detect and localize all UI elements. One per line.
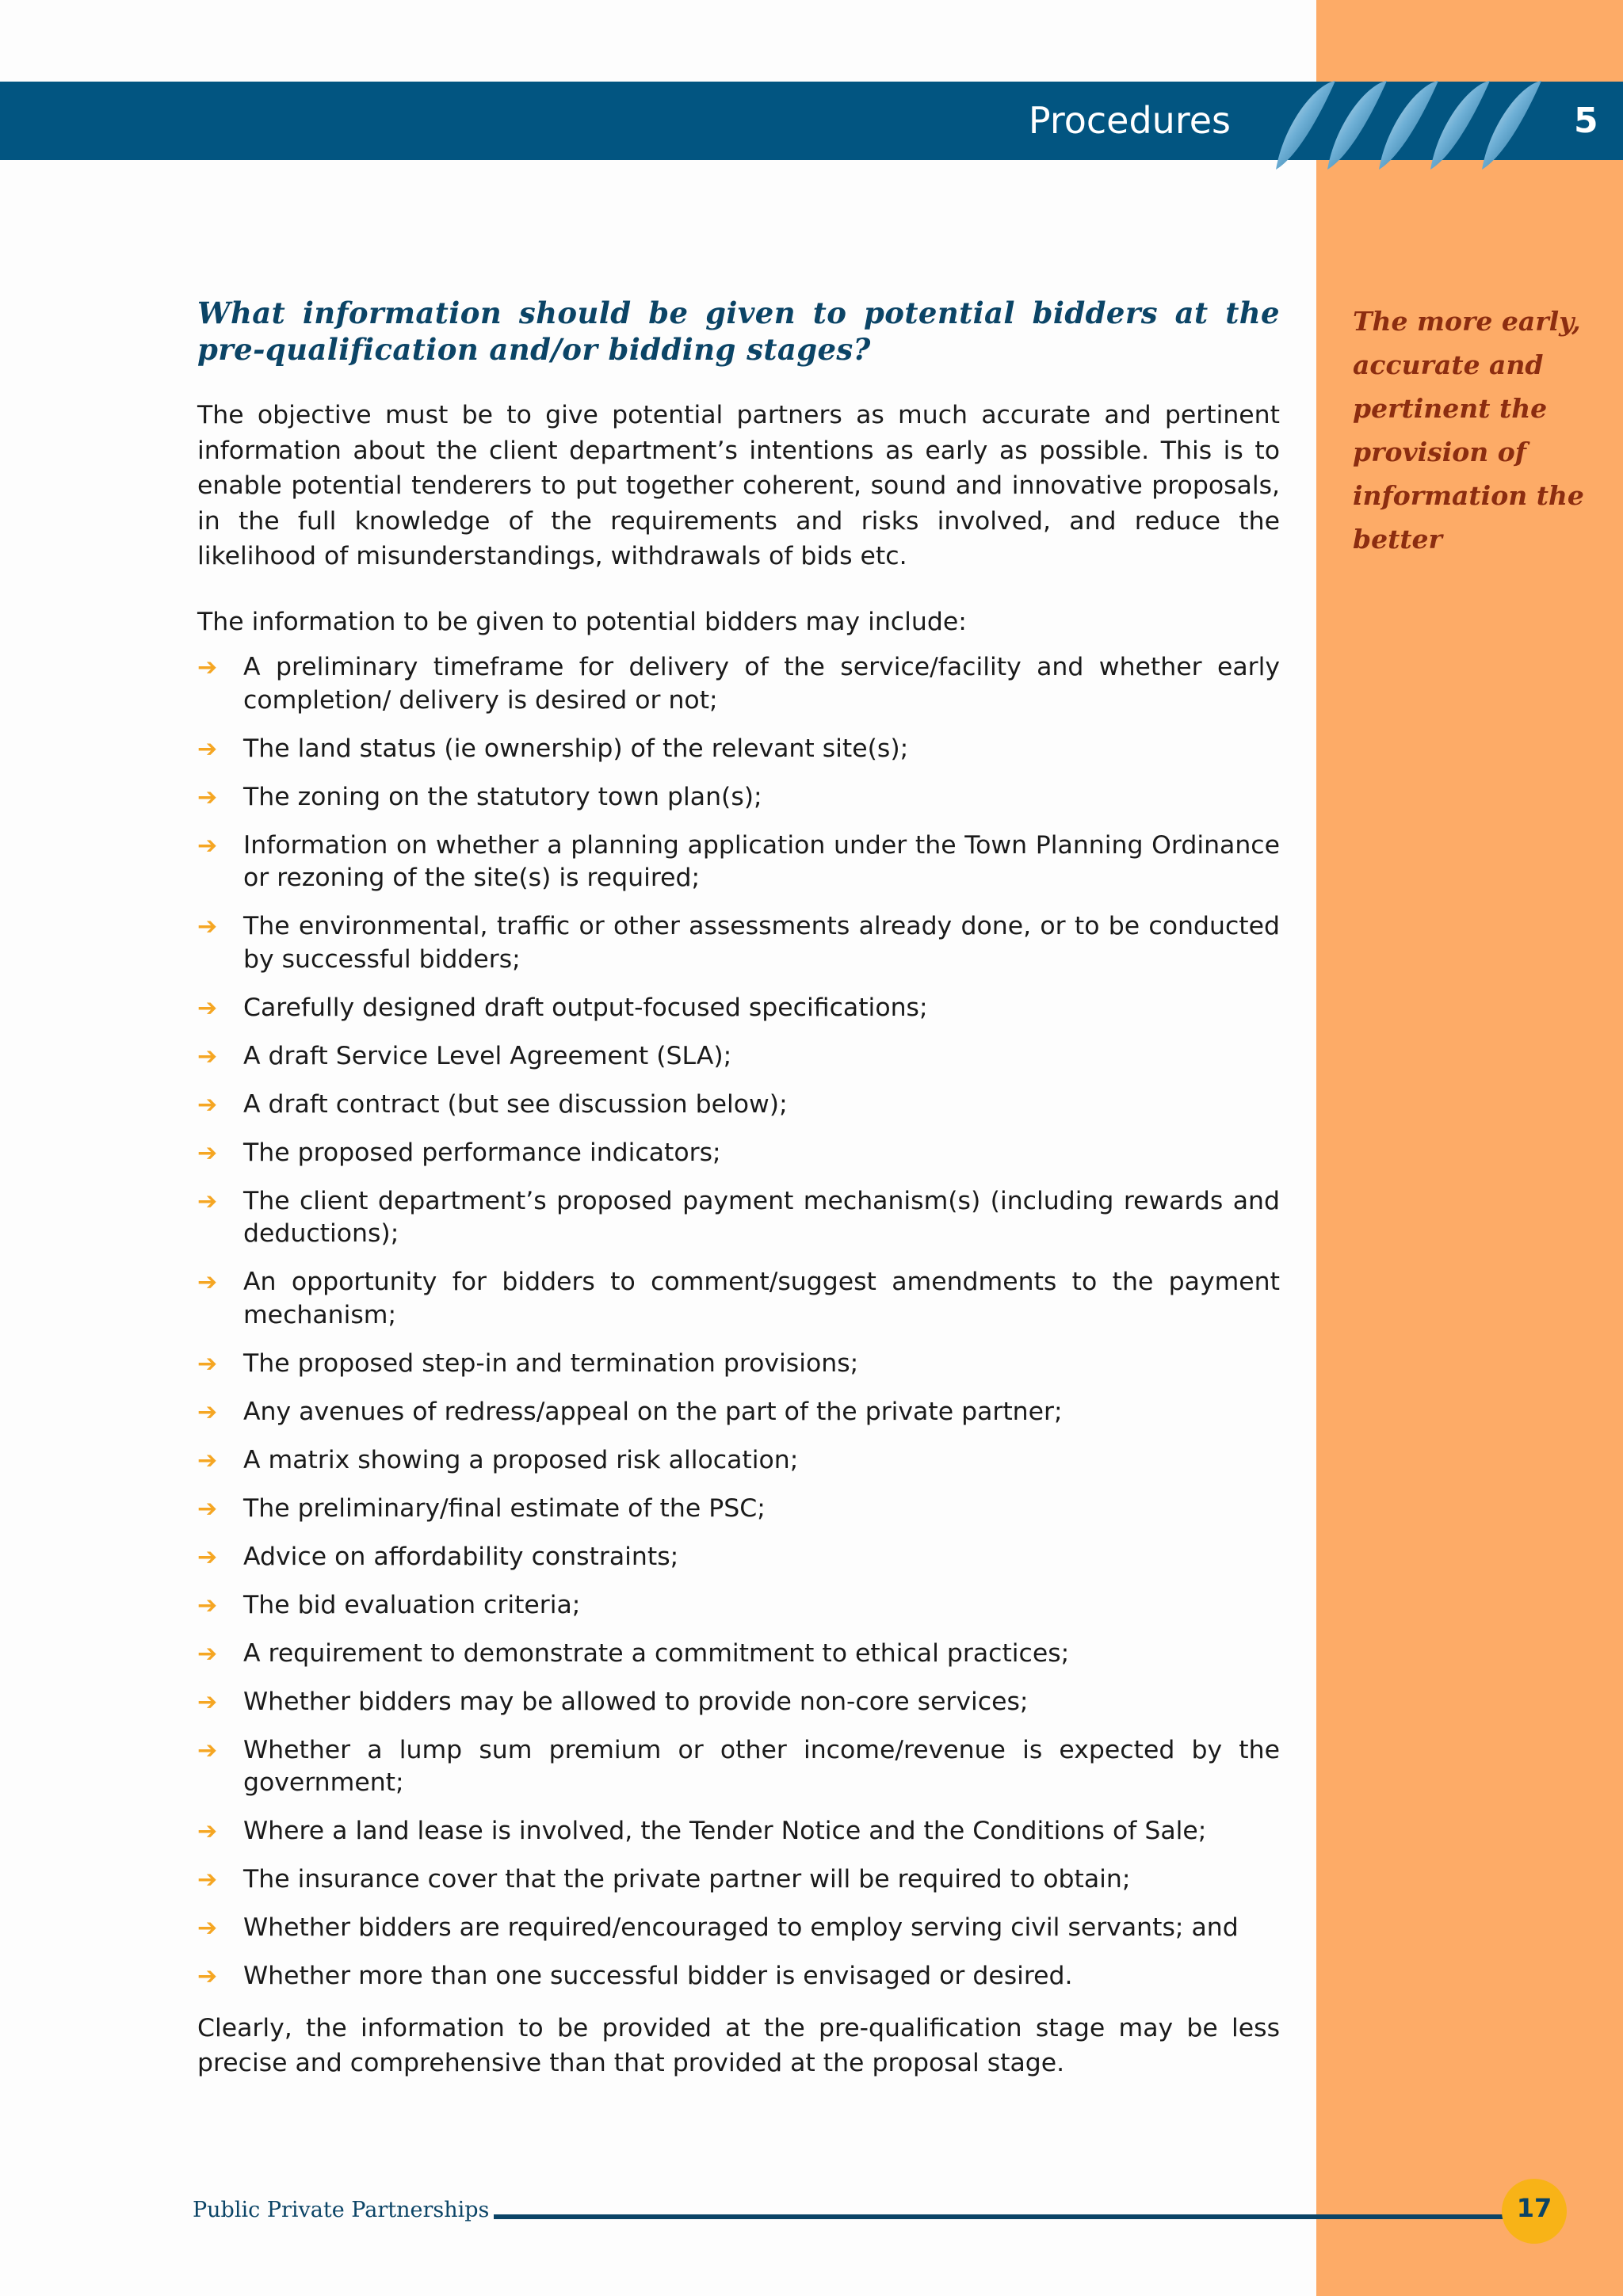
arrow-icon: ➔ [197,1688,218,1716]
list-item [197,1541,1280,1574]
list-item-text: Whether bidders are required/encouraged to employ serving civil servants; and [243,1913,1239,1942]
main-content [197,295,1280,2106]
arrow-icon: ➔ [197,1914,218,1942]
list-item [197,1396,1280,1429]
list-item [197,1686,1280,1719]
footer-rule [482,2214,1544,2219]
list-item [197,1348,1280,1381]
arrow-icon: ➔ [197,1446,218,1474]
list-item [197,1912,1280,1945]
list-item [197,1960,1280,1993]
arrow-icon: ➔ [197,1591,218,1619]
list-item-text: The zoning on the statutory town plan(s); [243,782,762,811]
arrow-icon: ➔ [197,994,218,1022]
bullet-list [197,651,1280,1993]
list-item-text: The bid evaluation criteria; [243,1590,581,1619]
arrow-icon: ➔ [197,1349,218,1378]
list-item-text: An opportunity for bidders to comment/suggest amendments to the payment mechanism; [243,1268,1280,1329]
body-paragraph: The objective must be to give potential partners as much accurate and pertinent information about the client department’s intentions as early as possible. This is to enable potential tenderers to put together coherent, sound and innovative proposals, in the full knowledge of the requirements and risks involved, and reduce the likelihood of misunderstandings, withdrawals of bids etc. [197,401,1280,570]
arrow-icon: ➔ [197,1866,218,1894]
arrow-icon: ➔ [197,1398,218,1426]
list-item [197,1185,1280,1251]
arrow-icon: ➔ [197,734,218,763]
arrow-icon: ➔ [197,1090,218,1119]
list-item-text: The client department’s proposed payment mechanism(s) (including rewards and deductions); [243,1186,1280,1248]
list-item [197,1638,1280,1671]
list-item-text: The proposed performance indicators; [243,1138,721,1167]
list-item [197,1863,1280,1897]
section-title: Procedures [1028,99,1231,142]
list-item [197,781,1280,814]
stripes-decoration [1260,76,1569,174]
list-item [197,1266,1280,1332]
list-item-text: The preliminary/final estimate of the PSC; [243,1493,766,1523]
arrow-icon: ➔ [197,1138,218,1167]
arrow-icon: ➔ [197,783,218,811]
list-item-text: Where a land lease is involved, the Tender Notice and the Conditions of Sale; [243,1817,1207,1845]
list-item [197,830,1280,895]
list-item-text: A draft contract (but see discussion below); [243,1089,788,1119]
list-item-text: Any avenues of redress/appeal on the part of the private partner; [243,1397,1063,1426]
footer-publication: Public Private Partnerships [193,2198,494,2222]
arrow-icon: ➔ [197,1543,218,1571]
list-item [197,1815,1280,1848]
list-item-text: Whether bidders may be allowed to provide non-core services; [243,1687,1029,1716]
list-item [197,1589,1280,1623]
list-item-text: A matrix showing a proposed risk allocation; [243,1445,799,1474]
arrow-icon: ➔ [197,1187,218,1215]
list-item [197,992,1280,1025]
arrow-icon: ➔ [197,831,218,860]
chapter-number: 5 [1574,101,1598,141]
list-item-text: A preliminary timeframe for delivery of the service/facility and whether early completion/ delivery is desired or not; [243,653,1280,715]
page-number: 17 [1502,2179,1567,2244]
list-item-text: Carefully designed draft output-focused specifications; [243,993,928,1022]
list-item-text: The proposed step-in and termination provisions; [243,1348,859,1378]
list-item-text: The land status (ie ownership) of the relevant site(s); [243,734,909,763]
list-item-text: A draft Service Level Agreement (SLA); [243,1041,732,1070]
arrow-icon: ➔ [197,1494,218,1523]
arrow-icon: ➔ [197,1268,218,1296]
arrow-icon: ➔ [197,1962,218,1990]
arrow-icon: ➔ [197,1042,218,1070]
arrow-icon: ➔ [197,1736,218,1764]
list-item [197,1137,1280,1170]
list-item [197,1089,1280,1122]
section-heading: What information should be given to potential bidders at the pre-qualification and/or bidding stages? [197,296,1280,367]
list-item [197,910,1280,976]
list-item [197,733,1280,766]
list-item-text: Whether a lump sum premium or other income/revenue is expected by the government; [243,1735,1280,1797]
list-item [197,1493,1280,1526]
arrow-icon: ➔ [197,1817,218,1845]
list-intro: The information to be given to potential bidders may include: [197,607,967,636]
arrow-icon: ➔ [197,913,218,940]
closing-paragraph: Clearly, the information to be provided at the pre-qualification stage may be less precise and comprehensive than that provided at the proposal stage. [197,2013,1280,2077]
list-item [197,1444,1280,1478]
list-item-text: The insurance cover that the private partner will be required to obtain; [243,1865,1131,1894]
list-item-text: Information on whether a planning application under the Town Planning Ordinance or rezoning of the site(s) is required; [243,830,1280,892]
list-item-text: Whether more than one successful bidder is envisaged or desired. [243,1962,1073,1990]
list-item [197,651,1280,717]
sidebar-quote: The more early, accurate and pertinent the provision of information the better [1353,306,1584,555]
list-item [197,1040,1280,1074]
list-item-text: A requirement to demonstrate a commitment to ethical practices; [243,1638,1070,1668]
arrow-icon: ➔ [197,654,218,681]
list-item [197,1734,1280,1800]
list-item-text: The environmental, traffic or other assessments already done, or to be conducted by successful bidders; [243,912,1280,974]
list-item-text: Advice on affordability constraints; [243,1542,679,1571]
arrow-icon: ➔ [197,1639,218,1668]
